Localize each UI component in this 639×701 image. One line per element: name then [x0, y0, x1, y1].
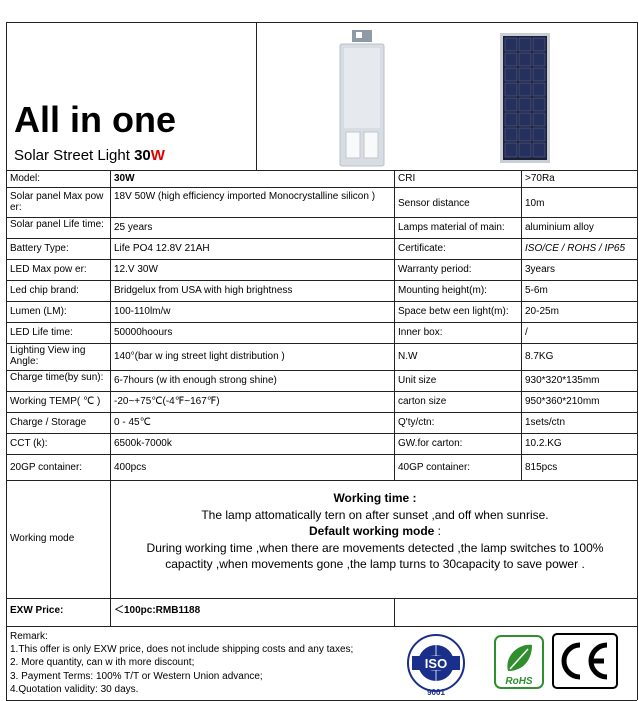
- remark-block: [10, 630, 353, 696]
- spec-value: 20-25m: [525, 306, 559, 317]
- spec-label: Sensor distance: [398, 198, 470, 209]
- grid-line: [637, 22, 638, 700]
- spec-value: 0 - 45℃: [114, 417, 151, 428]
- grid-line: [6, 370, 637, 371]
- grid-line: [6, 217, 637, 218]
- spec-label: Unit size: [398, 375, 437, 386]
- subtitle-text: Solar Street Light: [14, 147, 135, 164]
- spec-value: aluminium alloy: [525, 222, 594, 233]
- spec-value: 6-7hours (w ith enough strong shine): [114, 375, 277, 386]
- spec-value: 400pcs: [114, 462, 147, 473]
- grid-line: [6, 238, 637, 239]
- spec-value: 950*360*210mm: [525, 396, 600, 407]
- rohs-text: RoHS: [505, 676, 533, 687]
- spec-label: Battery Type:: [10, 243, 69, 254]
- grid-line: [6, 626, 637, 627]
- spec-label: Space betw een light(m):: [398, 306, 509, 317]
- price-value: ＜100pc:RMB1188: [114, 605, 201, 616]
- spec-label: LED Max pow er:: [10, 264, 87, 275]
- spec-label: Mounting height(m):: [398, 285, 487, 296]
- spec-label: Certificate:: [398, 243, 446, 254]
- spec-label: Solar panel Max pow er:: [10, 191, 104, 213]
- spec-label: GW.for carton:: [398, 438, 463, 449]
- grid-line: [110, 170, 111, 626]
- grid-line: [6, 343, 637, 344]
- working-time-heading: Working time :: [333, 491, 417, 505]
- spec-value: 10m: [525, 198, 545, 209]
- spec-value: 930*320*135mm: [525, 375, 600, 386]
- working-mode-label: Working mode: [10, 533, 75, 544]
- working-mode-description: [112, 490, 638, 573]
- spec-value: 100-110lm/w: [114, 306, 171, 317]
- spec-value: 50000hoours: [114, 327, 173, 338]
- spec-label: Led chip brand:: [10, 285, 79, 296]
- spec-value: 12.V 30W: [114, 264, 158, 275]
- spec-label: carton size: [398, 396, 447, 407]
- price-label: EXW Price:: [10, 605, 64, 616]
- spec-label: Model:: [10, 173, 41, 184]
- grid-line: [6, 280, 637, 281]
- grid-line: [394, 170, 395, 480]
- spec-label: Q'ty/ctn:: [398, 417, 435, 428]
- grid-line: [6, 480, 637, 481]
- spec-label: 40GP container:: [398, 462, 471, 473]
- spec-value: >70Ra: [525, 173, 555, 184]
- working-time-text: The lamp attomatically tern on after sunset ,and off when sunrise.: [201, 507, 549, 522]
- spec-value: 3years: [525, 264, 556, 275]
- spec-label: Warranty period:: [398, 264, 472, 275]
- remark-line: 3. Payment Terms: 100% T/T or Western Union advance;: [10, 670, 263, 682]
- spec-value: -20~+75℃(-4℉~167℉): [114, 396, 220, 407]
- spec-label: Inner box:: [398, 327, 443, 338]
- default-mode-heading: [112, 523, 638, 540]
- power-prefix: 30: [134, 147, 151, 164]
- grid-line: [6, 22, 637, 23]
- remark-line: 4.Quotation validity: 30 days.: [10, 683, 139, 695]
- grid-line: [6, 598, 637, 599]
- spec-value: 18V 50W (high efficiency imported Monocrystalline silicon ): [114, 191, 376, 202]
- grid-line: [6, 301, 637, 302]
- spec-label: 20GP container:: [10, 462, 83, 473]
- spec-value: 6500k-7000k: [114, 438, 172, 449]
- spec-label: LED Life time:: [10, 327, 73, 338]
- spec-label: Lighting View ing Angle:: [10, 345, 86, 367]
- rohs-logo: [494, 635, 544, 689]
- grid-line: [6, 322, 637, 323]
- spec-value: Life PO4 12.8V 21AH: [114, 243, 210, 254]
- spec-value: ISO/CE / ROHS / IP65: [525, 243, 626, 254]
- iso-number: 9001: [427, 688, 445, 697]
- grid-line: [6, 433, 637, 434]
- spec-value: /: [525, 327, 528, 338]
- grid-line: [6, 412, 637, 413]
- spec-label: CCT (k):: [10, 438, 48, 449]
- remark-line: 2. More quantity, can w ith more discount;: [10, 657, 195, 669]
- street-light-photo: [338, 28, 386, 168]
- grid-line: [6, 170, 637, 171]
- grid-line: [256, 22, 257, 170]
- spec-value: 8.7KG: [525, 351, 554, 362]
- spec-value: 25 years: [114, 222, 153, 233]
- grid-line: [6, 391, 637, 392]
- header-subtitle: [14, 147, 165, 165]
- default-mode-text-1: During working time ,when there are movements detected ,the lamp switches to 100%: [146, 540, 604, 555]
- grid-line: [521, 170, 522, 480]
- remark-title: Remark:: [10, 631, 48, 642]
- default-mode-heading-colon: :: [434, 524, 441, 538]
- ce-mark-logo: [552, 633, 618, 689]
- iso-text: ISO: [424, 656, 448, 671]
- spec-value: 140°(bar w ing street light distribution ): [114, 351, 285, 362]
- spec-value: 30W: [114, 173, 135, 184]
- spec-label: Charge time(by sun):: [10, 372, 104, 383]
- grid-line: [6, 22, 7, 700]
- spec-value: 10.2.KG: [525, 438, 562, 449]
- default-mode-heading-text: Default working mode: [308, 524, 435, 538]
- spec-label: Lamps material of main:: [398, 222, 505, 233]
- header-title: All in one: [14, 99, 176, 140]
- spec-label: Solar panel Life time:: [10, 219, 104, 230]
- iso-9001-logo: [404, 633, 468, 697]
- spec-value: 815pcs: [525, 462, 558, 473]
- spec-label: Working TEMP( ℃ ): [10, 396, 101, 407]
- spec-value: Bridgelux from USA with high brightness: [114, 285, 293, 296]
- spec-label: Charge / Storage: [10, 417, 87, 428]
- solar-panel-photo: [500, 33, 550, 163]
- spec-value: 1sets/ctn: [525, 417, 566, 428]
- grid-line: [394, 598, 395, 626]
- spec-value: 5-6m: [525, 285, 548, 296]
- grid-line: [6, 187, 637, 188]
- grid-line: [6, 259, 637, 260]
- power-suffix: W: [150, 147, 165, 164]
- spec-label: CRI: [398, 173, 416, 184]
- spec-label: Lumen (LM):: [10, 306, 67, 317]
- grid-line: [6, 454, 637, 455]
- default-mode-text-2: capactity ,when movements gone ,the lamp turns to 30capacity to save power .: [165, 557, 585, 571]
- remark-line: 1.This offer is only EXW price, does not include shipping costs and any taxes;: [10, 644, 354, 656]
- spec-label: N.W: [398, 351, 418, 362]
